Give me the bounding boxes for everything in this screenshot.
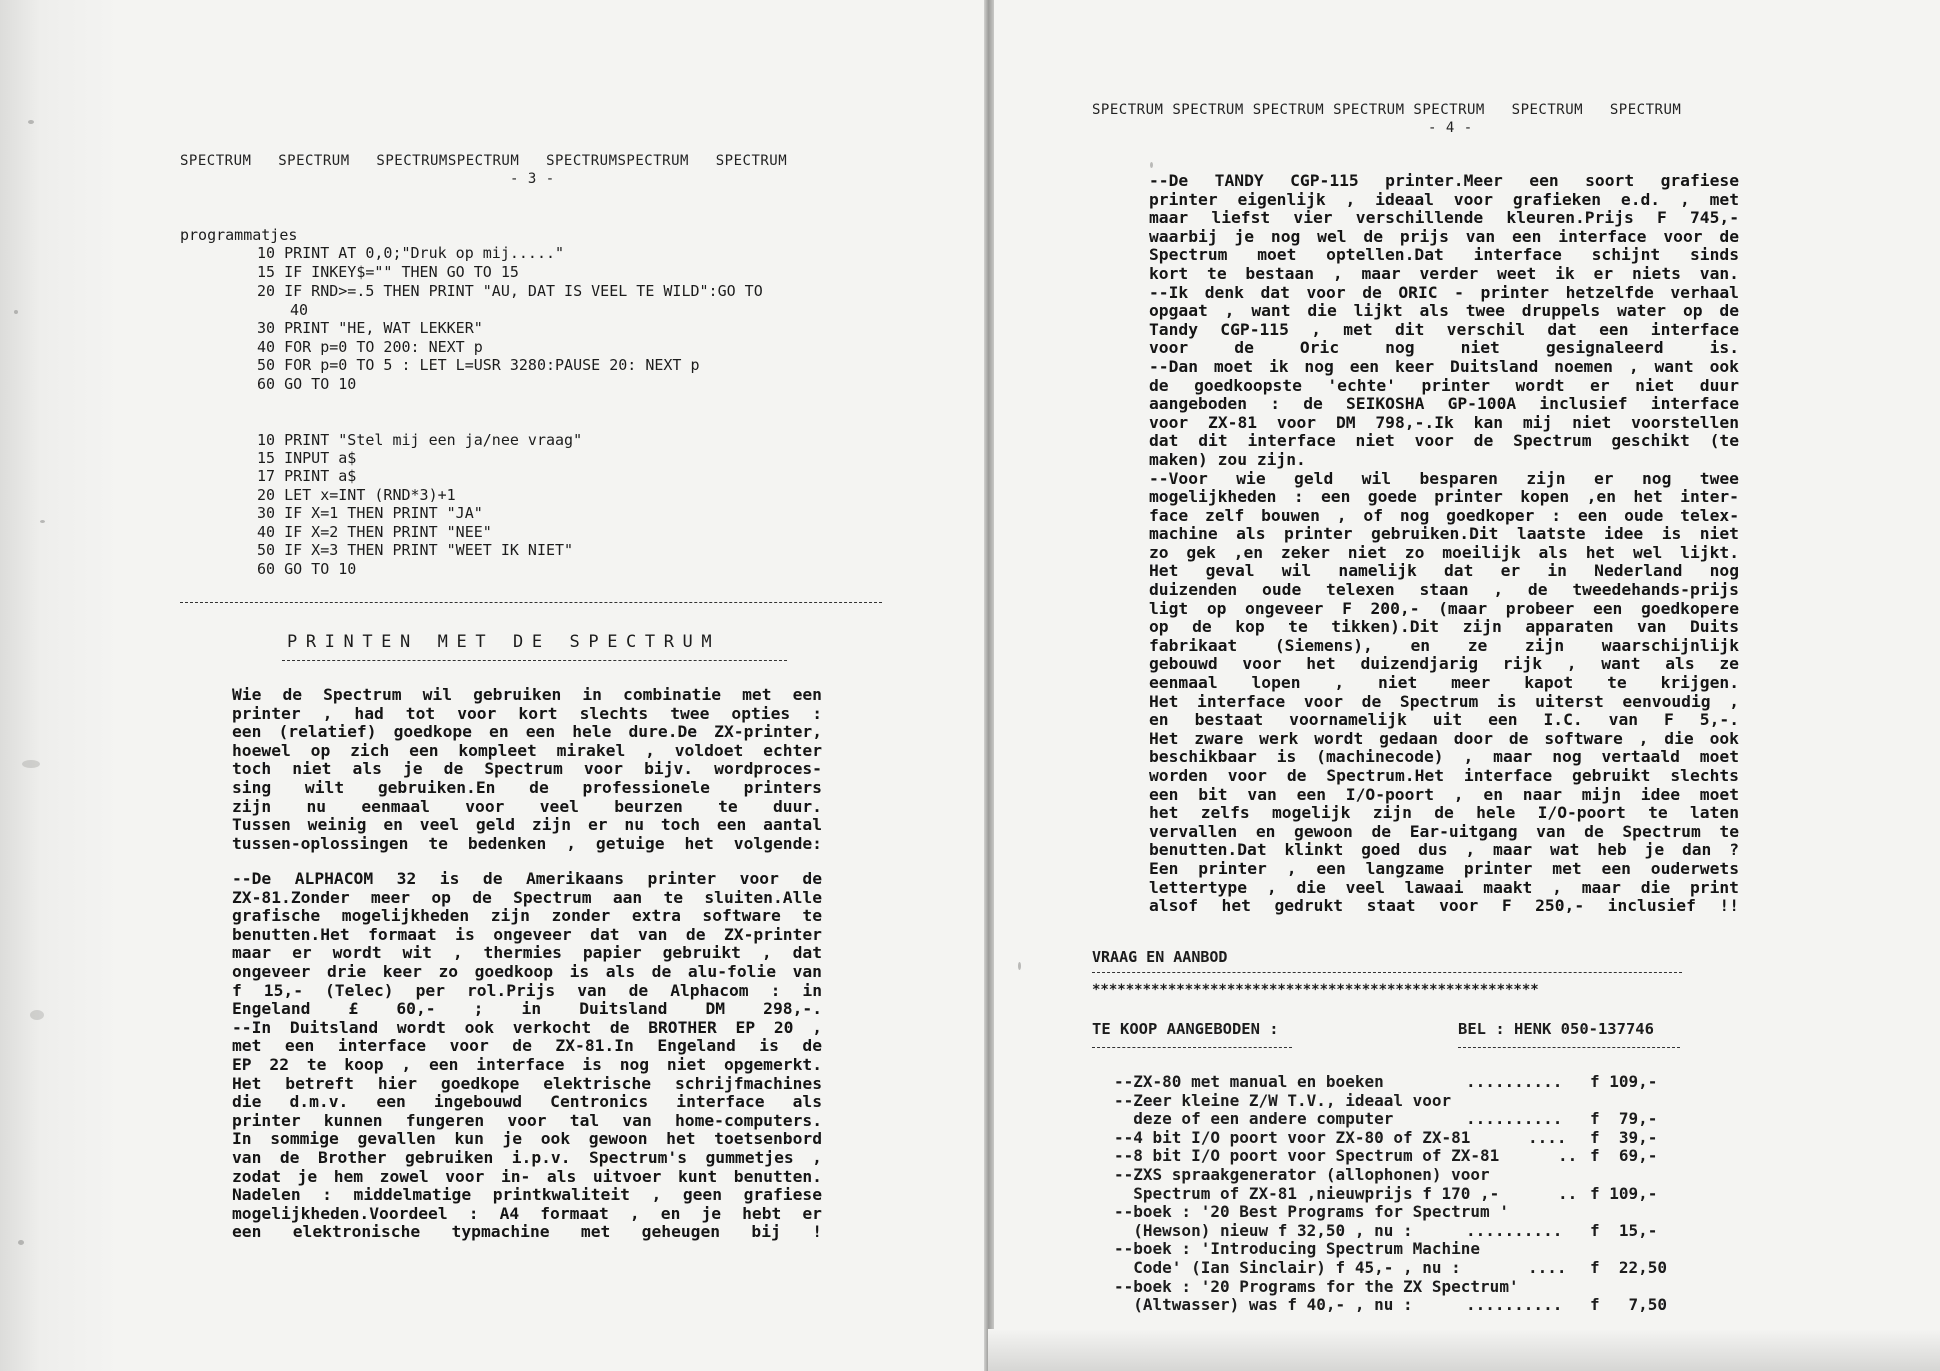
text-line: maken) zou zijn. [1149,449,1306,469]
page-number: - 4 - [1428,120,1473,136]
section-heading: VRAAG EN AANBOD [1092,948,1228,966]
text-line: grafische mogelijkheden zijn zonder extra software te [232,906,822,926]
sale-item-leader: .. [1558,1183,1578,1203]
text-line: benutten.Dat klinkt goed dus , maar wat heb je dan ? [1149,840,1739,860]
text-line: EP 22 te koop , een interface is nog niet opgemerkt. [232,1054,822,1074]
text-line: aangeboden : de SEIKOSHA GP-100A inclusief interface [1149,394,1739,414]
sale-item-leader: .......... [1466,1295,1563,1315]
text-line: Engeland £ 60,- ; in Duitsland DM 298,-. [232,999,822,1019]
code-line: 50 IF X=3 THEN PRINT "WEET IK NIET" [257,541,574,559]
contact-info: BEL : HENK 050-137746 [1458,1020,1654,1038]
star-divider: ***************************************************** [1092,982,1539,998]
text-line: mogelijkheden : een goede printer kopen ,en het inter- [1149,487,1739,507]
text-line: sing wilt gebruiken.En de professionele printers [232,777,822,797]
sale-item-description: (Hewson) nieuw f 32,50 , nu : [1114,1220,1413,1240]
text-line: Het geval wil namelijk dat er in Nederland nog [1149,561,1739,581]
sale-item-price: f 22,50 [1590,1257,1668,1277]
sale-list [1114,1073,1694,1315]
sale-item [1114,1203,1694,1222]
text-line: en bestaat voornamelijk uit een I.C. van F 5,-. [1149,710,1739,730]
sale-item [1114,1073,1694,1092]
text-line: opgaat , want die lijkt als twee druppels water op de [1149,301,1739,321]
label-underline [1092,1047,1292,1048]
text-line: kort te bestaan , maar verder weet ik er niets van. [1149,263,1739,283]
running-header: SPECTRUM SPECTRUM SPECTRUMSPECTRUM SPECTRUMSPECTRUM SPECTRUM [180,153,788,169]
code-line: 60 GO TO 10 [257,560,357,578]
sale-item-price: f 109,- [1590,1183,1658,1203]
text-line: een bit van een I/O-poort , en naar mijn idee moet [1149,784,1739,804]
text-line: toch niet als je de Spectrum voor bijv. wordproces- [232,759,822,779]
text-line: vervallen en gewoon de Ear-uitgang van de Spectrum te [1149,821,1739,841]
text-line: --Dan moet ik nog een keer Duitsland noemen , want ook [1149,356,1739,376]
text-line: Het zware werk wordt gedaan door de software , die ook [1149,728,1739,748]
scan-speck [30,1010,44,1020]
sale-item-price: f 39,- [1590,1127,1658,1147]
text-line: waarbij je nog wel de prijs van een interface voor de [1149,226,1739,246]
text-line: lettertype , die veel lawaai maakt , maar die print [1149,877,1739,897]
scan-speck [18,1240,24,1245]
text-line: Tandy CGP-115 , met dit verschil dat een interface [1149,319,1739,339]
sale-item [1114,1222,1694,1241]
text-line: een (relatief) goedkope en een hele dure.De ZX-printer, [232,722,822,742]
text-line: benutten.Het formaat is ongeveer dat van de ZX-printer [232,924,822,944]
text-line: maar liefst vier verschillende kleuren.Prijs F 745,- [1149,208,1739,228]
sale-item [1114,1296,1694,1315]
code-line: 50 FOR p=0 TO 5 : LET L=USR 3280:PAUSE 20: NEXT p [257,356,700,374]
text-line: gebouwd voor het duizendjarig rijk , want als ze [1149,654,1739,674]
text-line: machine als printer gebruiken.Dit laatste idee is niet [1149,524,1739,544]
sale-item-leader: .. [1558,1146,1578,1166]
text-line: ongeveer drie keer zo goedkoop is als de alu-folie van [232,961,822,981]
page-bottom-shadow [988,1329,1940,1371]
scan-speck [1018,962,1021,970]
text-line: duizenden oude telexen staan , de tweedehands-prijs [1149,580,1739,600]
text-line: zo gek ,en zeker niet zo moeilijk als het wel lijkt. [1149,542,1739,562]
scan-speck [22,760,40,768]
text-line: Nadelen : middelmatige printkwaliteit , geen grafiese [232,1185,822,1205]
divider [1092,972,1682,973]
for-sale-label: TE KOOP AANGEBODEN : [1092,1020,1279,1038]
code-line: 60 GO TO 10 [257,375,357,393]
text-line: de goedkoopste 'echte' printer wordt er niet duur [1149,375,1739,395]
text-line: In sommige gevallen kun je ook gewoon het toetsenbord [232,1129,822,1149]
text-line: dat dit interface niet voor de Spectrum geschikt (te [1149,431,1739,451]
sale-item [1114,1147,1694,1166]
article-title: PRINTEN MET DE SPECTRUM [287,632,721,652]
text-line: Wie de Spectrum wil gebruiken in combinatie met een [232,685,822,704]
right-page [988,0,1940,1371]
article-body-intro [232,686,822,853]
scan-speck [28,120,34,124]
sale-item-description: --8 bit I/O poort voor Spectrum of ZX-81 [1114,1146,1500,1166]
text-line: van de Brother gebruiken i.p.v. Spectrum's gummetjes , [232,1147,822,1167]
text-line: printer eigenlijk , ideaal voor grafieken e.d. , met [1149,189,1739,209]
sale-item-description: --Zeer kleine Z/W T.V., ideaal voor [1114,1090,1452,1110]
text-line: --Voor wie geld wil besparen zijn er nog twee [1149,468,1739,488]
code-line: 17 PRINT a$ [257,467,357,485]
sale-item-description: --ZXS spraakgenerator (allophonen) voor [1114,1164,1490,1184]
text-line: Een printer , een langzame printer met een ouderwets [1149,858,1739,878]
sale-item [1114,1129,1694,1148]
sale-item-price: f 15,- [1590,1220,1658,1240]
running-header: SPECTRUM SPECTRUM SPECTRUM SPECTRUM SPECTRUM SPECTRUM SPECTRUM [1092,102,1682,118]
page-gutter [984,0,994,1371]
article-body-continued [1149,172,1739,916]
scan-speck [40,520,45,523]
sale-item [1114,1278,1694,1297]
sale-item-description: (Altwasser) was f 40,- , nu : [1114,1295,1413,1315]
section-label: programmatjes [180,226,298,244]
text-line: tussen-oplossingen te bedenken , getuige het volgende: [232,833,822,853]
text-line: Het interface voor de Spectrum is uiterst eenvoudig , [1149,691,1739,711]
code-line: 40 FOR p=0 TO 200: NEXT p [257,338,483,356]
code-line: 40 IF X=2 THEN PRINT "NEE" [257,523,492,541]
text-line: zodat je hem zowel voor in- als uitvoer kunt benutten. [232,1166,822,1186]
text-line: ZX-81.Zonder meer op de Spectrum aan te sluiten.Alle [232,887,822,907]
text-line: eenmaal lopen , niet meer kapot te krijgen. [1149,673,1739,693]
sale-item [1114,1185,1694,1204]
text-line: een elektronische typmachine met geheugen bij ! [232,1222,822,1242]
sale-item-description: Code' (Ian Sinclair) f 45,- , nu : [1114,1257,1461,1277]
text-line: op de kop te tikken).Dit zijn apparaten van Duits [1149,617,1739,637]
text-line: fabrikaat (Siemens), en ze zijn waarschijnlijk [1149,635,1739,655]
text-line: Spectrum moet optellen.Dat interface schijnt sinds [1149,245,1739,265]
sale-item-leader: .......... [1466,1072,1563,1091]
sale-item [1114,1166,1694,1185]
sale-item [1114,1259,1694,1278]
code-line: 10 PRINT "Stel mij een ja/nee vraag" [257,431,583,449]
sale-item-leader: .... [1528,1257,1567,1277]
text-line: mogelijkheden.Voordeel : A4 formaat , en je hebt er [232,1203,822,1223]
text-line: ligt op ongeveer F 200,- (maar probeer een goedkopere [1149,598,1739,618]
sale-item-price: f 79,- [1590,1109,1658,1129]
code-line: 20 LET x=INT (RND*3)+1 [257,486,456,504]
code-line: 10 PRINT AT 0,0;"Druk op mij....." [257,244,565,262]
article-body-printers [232,870,822,1242]
sale-item-description: --boek : 'Introducing Spectrum Machine [1114,1239,1481,1259]
text-line: printer kunnen fungeren voor tal van home-computers. [232,1110,822,1130]
text-line: maar er wordt wit , thermies papier gebruikt , dat [232,943,822,963]
text-line: beschikbaar is (machinecode) , maar nog vertaald moet [1149,747,1739,767]
code-line: 15 IF INKEY$="" THEN GO TO 15 [257,263,519,281]
sale-item-price: f 7,50 [1590,1295,1668,1315]
code-line: 40 [290,301,309,319]
sale-item [1114,1110,1694,1129]
sale-item-description: --4 bit I/O poort voor ZX-80 of ZX-81 [1114,1127,1471,1147]
text-line: Het betreft hier goedkope elektrische schrijfmachines [232,1073,822,1093]
scan-speck [14,310,18,314]
title-underline [282,660,787,661]
divider [180,602,882,603]
text-line: --De TANDY CGP-115 printer.Meer een soort grafiese [1149,171,1739,190]
text-line: --Ik denk dat voor de ORIC - printer hetzelfde verhaal [1149,282,1739,302]
sale-item-description: Spectrum of ZX-81 ,nieuwprijs f 170 ,- [1114,1183,1500,1203]
sale-item-leader: .......... [1466,1109,1563,1129]
sale-item-description: --boek : '20 Best Programs for Spectrum ' [1114,1202,1509,1222]
sale-item-description: --boek : '20 Programs for the ZX Spectrum' [1114,1276,1519,1296]
sale-item-description: deze of een andere computer [1114,1109,1394,1129]
text-line: het zelfs mogelijk zijn de hele I/O-poort te laten [1149,803,1739,823]
text-line: hoewel op zich een kompleet mirakel , voldoet echter [232,740,822,760]
text-line: voor de Oric nog niet gesignaleerd is. [1149,338,1739,358]
sale-item [1114,1092,1694,1111]
code-line: 30 IF X=1 THEN PRINT "JA" [257,504,483,522]
page-number: - 3 - [510,171,555,187]
text-line: zijn nu eenmaal voor veel beurzen te duur. [232,796,822,816]
contact-underline [1458,1047,1680,1048]
code-line: 20 IF RND>=.5 THEN PRINT "AU, DAT IS VEEL TE WILD":GO TO [257,282,763,300]
text-line: worden voor de Spectrum.Het interface gebruikt slechts [1149,766,1739,785]
sale-item [1114,1240,1694,1259]
sale-item-leader: .......... [1466,1220,1563,1240]
text-line: voor ZX-81 voor DM 798,-.Ik kan mij niet voorstellen [1149,412,1739,432]
text-line: --In Duitsland wordt ook verkocht de BROTHER EP 20 , [232,1017,822,1037]
text-line: f 15,- (Telec) per rol.Prijs van de Alphacom : in [232,980,822,1000]
text-line: --De ALPHACOM 32 is de Amerikaans printer voor de [232,869,822,888]
text-line: die d.m.v. een ingebouwd Centronics interface als [232,1092,822,1112]
text-line: met een interface voor de ZX-81.In Engeland is de [232,1036,822,1056]
sale-item-price: f 109,- [1590,1072,1658,1091]
sale-item-leader: .... [1528,1127,1567,1147]
text-line: alsof het gedrukt staat voor F 250,- inclusief !! [1149,896,1739,916]
sale-item-description: --ZX-80 met manual en boeken [1114,1072,1384,1091]
text-line: face zelf bouwen , of nog goedkoper : een oude telex- [1149,505,1739,525]
text-line: Tussen weinig en veel geld zijn er nu toch een aantal [232,815,822,835]
code-line: 30 PRINT "HE, WAT LEKKER" [257,319,483,337]
text-line: printer , had tot voor kort slechts twee opties : [232,703,822,723]
scan-speck [1150,162,1153,168]
sale-item-price: f 69,- [1590,1146,1658,1166]
code-line: 15 INPUT a$ [257,449,357,467]
